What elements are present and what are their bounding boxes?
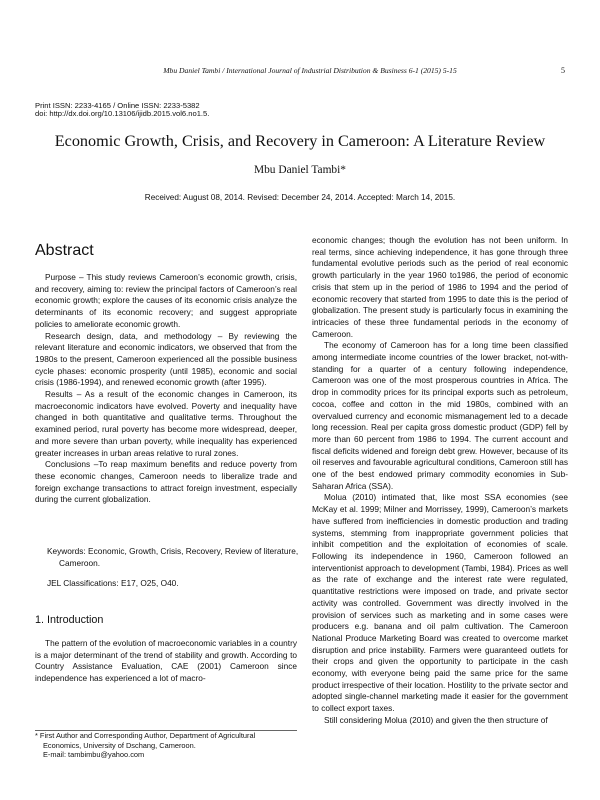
footnote-affiliation: * First Author and Corresponding Author, Department of Agricultural [35,731,256,740]
body-paragraph: The economy of Cameroon has for a long time been classified among intermediate income countries of the lower bracket, not-with-standing for a quarter of a century following independence, Cameroon was one of the most prosperous countries in Africa. The drop in commodity prices for its principal exports such as petroleum, cocoa, coffee and cotton in the mid 1980s, combined with an overvalued currency and economic mismanagement led to a decade long recession. Real per capita gross domestic product (GDP) fell by more than 60 percent from 1986 to 1994. The current account and fiscal deficits widened and foreign debt grew. However, because of its oil reserves and favourable agricultural conditions, Cameroon still has one of the best endowed primary commodity economies in Sub-Saharan Africa (SSA). [312,340,568,491]
body-paragraph: economic changes; though the evolution has not been uniform. In real terms, since achieving independence, it has gone through three fundamental evolutive periods such as the period of real economic growth particularly in the year 1960 to1986, the period of economic crisis that stem up in the period of 1986 to 1994 and the period of economic recovery that started from 1995 to date this is the period of globalization. The present study is particularly focus in examining the intricacies of these three fundamental periods in the economy of Cameroon. [312,235,568,339]
issn-line: Print ISSN: 2233-4165 / Online ISSN: 2233-5382 [35,101,200,110]
keywords [47,546,309,569]
body-paragraph: Still considering Molua (2010) and given the then structure of [324,714,548,725]
conclusions-text: –To reap maximum benefits and reduce poverty from these economic changes, Cameroon needs to liberalize trade and foreign exchange transactions to attract foreign investment, especially during the current globalization. [35,459,297,505]
page-number: 5 [561,66,565,75]
body-paragraph: Molua (2010) intimated that, like most SSA economies (see McKay et al. 1999; Milner and Morrissey, 1999), Cameroon’s markets have suffered from inefficiencies in domestic production and trading systems, stemming from inappropriate government policies that inhibit competition and the exploitation of economies of scale. Following its independence in 1960, Cameroon followed an interventionist approach to development (Tambi, 1984). Prices as well as the rate of exchange and the interest rate were regulated, quantitative restrictions were imposed on trade, and private sector activity was controlled. Government was directly involved in the provision of services such as marketing and in some cases were producers e.g. banana and oil palm cultivation. The Cameroon National Produce Marketing Board was created to overcome market disruption and price instability. Farmers were guaranteed outlets for their crops and given the opportunity to participate in the cash economy, with everyone being paid the same price for the same product irrespective of their location. Hostility to the private sector and adopted single-channel marketing made it easier for the government to collect export taxes. [312,492,568,714]
abstract-heading: Abstract [35,242,94,259]
conclusions-label: Conclusions [45,459,91,470]
abstract-conclusions [35,459,297,506]
abstract-design [35,331,297,390]
paper-title: Economic Growth, Crisis, and Recovery in Cameroon: A Literature Review [54,132,546,150]
results-text: – As a result of the economic changes in Cameroon, its macroeconomic indicators have evolved. Poverty and inequality have changed in both quantitative and qualitative terms. Throughout the examined period, rural poverty has become more widespread, deeper, and more severe than urban poverty, while inequality has experienced greater increases in urban areas relative to rural zones. [35,389,297,458]
author-name: Mbu Daniel Tambi* [253,164,346,176]
introduction-body [35,638,297,685]
purpose-text: – This study reviews Cameroon’s economic growth, crisis, and recovery, aiming to: review the principal factors of Cameroon’s real economic growth; explore the causes of its economic crisis analyze the determinants of its economic recovery; and suggest appropriate policies to ameliorate economic growth. [35,272,297,329]
abstract-body [35,272,297,506]
doi-line: doi: http://dx.doi.org/10.13106/ijidb.2015.vol6.no1.5. [35,109,210,118]
design-text: – By reviewing the relevant literature and economic indicators, we observed that from the 1980s to the present, Cameroon experienced all the possible business cycle phases: economic prosperity (until 1985), economic and social crisis (1986-1994), and renewed economic growth (after 1995). [35,330,297,388]
author-footnote [35,730,297,760]
purpose-label: Purpose [45,272,76,282]
design-label: Research design, data, and methodology [45,330,212,341]
introduction-paragraph: The pattern of the evolution of macroeconomic variables in a country is a major determinant of the trend of stability and growth. According to Country Assistance Evaluation, CAE (2001) Cameroon since independence has experienced a lot of macro- [35,638,297,684]
results-label: Results [45,389,73,400]
submission-dates: Received: August 08, 2014. Revised: December 24, 2014. Accepted: March 14, 2015. [144,193,456,202]
abstract-results [35,389,297,459]
running-header-text: Mbu Daniel Tambi / International Journal of Industrial Distribution & Business 6-1 (2015) 5-15 [163,66,457,75]
keywords-text: Economic, Growth, Crisis, Recovery, Review of literature, Cameroon. [59,546,299,568]
abstract-purpose [35,272,297,331]
keywords-label: Keywords: [47,546,86,556]
right-column-body [312,235,568,727]
jel-text: E17, O25, O40. [118,578,179,588]
jel-classifications [47,578,179,590]
jel-label: JEL Classifications: [47,578,119,588]
footnote-institution: Economics, University of Dschang, Cameroon. [43,740,196,750]
introduction-heading: 1. Introduction [35,614,104,626]
footnote-email: E-mail: tambimbu@yahoo.com [43,750,145,759]
